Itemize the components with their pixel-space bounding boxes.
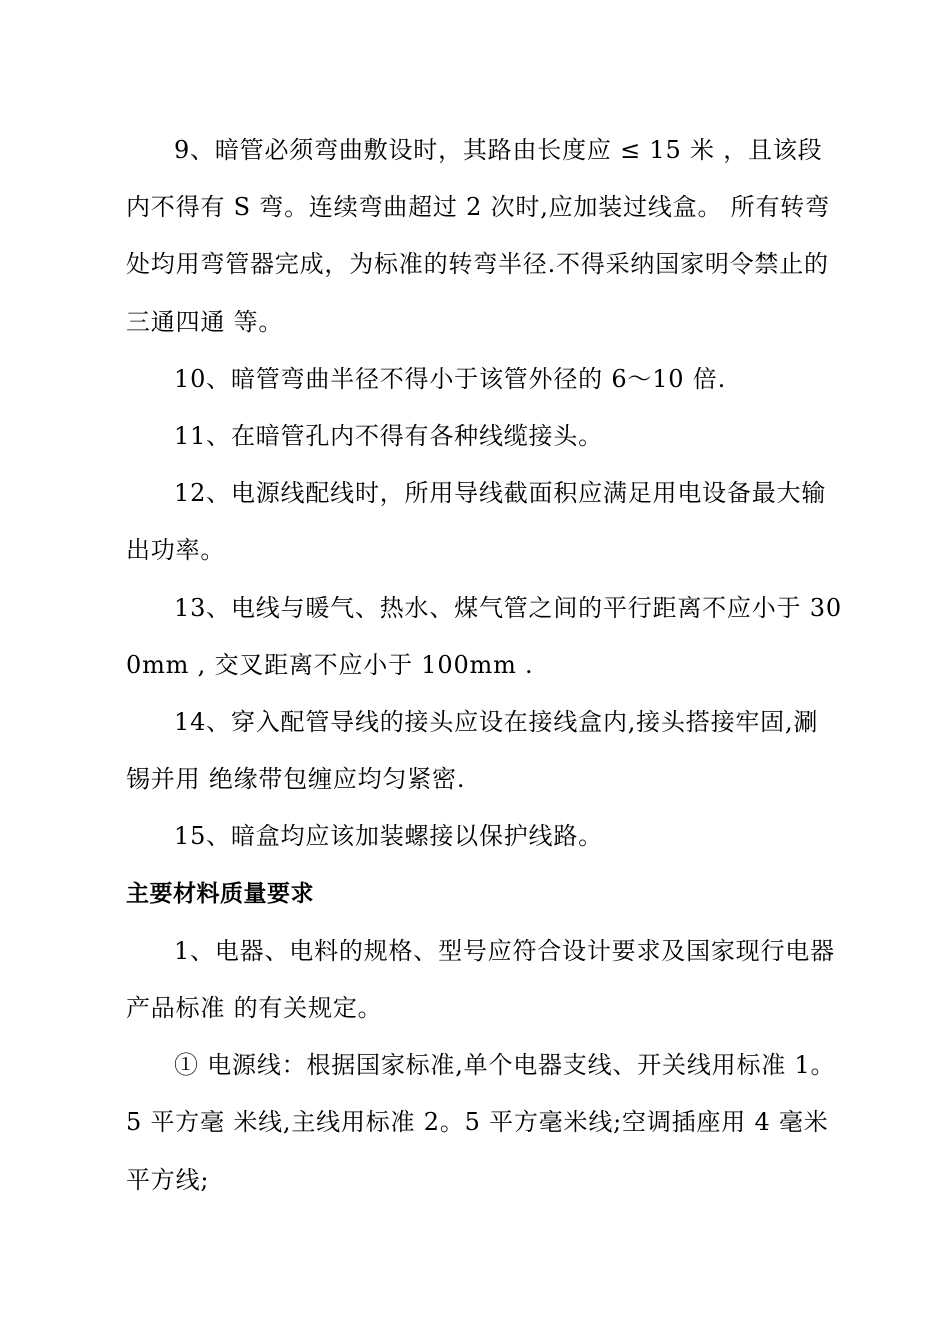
paragraph-item-11: 11、在暗管孔内不得有各种线缆接头。 xyxy=(174,422,603,451)
paragraph-material-1: 1、电器、电料的规格、型号应符合设计要求及国家现行电器产品标准 的有关规定。 xyxy=(126,936,835,1023)
section-heading: 主要材料质量要求 xyxy=(126,880,314,907)
paragraph-item-14: 14、穿入配管导线的接头应设在接线盒内,接头搭接牢固,涮锡并用 绝缘带包缠应均匀紧密. xyxy=(126,708,819,794)
paragraph-item-15: 15、暗盒均应该加装螺接以保护线路。 xyxy=(174,822,603,851)
paragraph-item-13: 13、电线与暖气、热水、煤气管之间的平行距离不应小于 300mm , 交叉距离不应小于 100mm . xyxy=(126,593,842,679)
paragraph-item-12: 12、电源线配线时，所用导线截面积应满足用电设备最大输出功率。 xyxy=(126,479,827,565)
paragraph-power-wire: ① 电源线：根据国家标准,单个电器支线、开关线用标准 1。5 平方毫 米线,主线用标准 2。5 平方毫米线;空调插座用 4 毫米 平方线; xyxy=(126,1051,836,1194)
paragraph-item-9: 9、暗管必须弯曲敷设时，其路由长度应 ≤ 15 米 ，且该段内不得有 S 弯。连续弯曲超过 2 次时,应加装过线盒。 所有转弯处均用弯管器完成，为标准的转弯半径.不得采纳国家明令禁止的三通四通 等。 xyxy=(126,136,830,336)
paragraph-item-10: 10、暗管弯曲半径不得小于该管外径的 6～10 倍. xyxy=(174,364,727,393)
document-body xyxy=(126,122,842,1209)
